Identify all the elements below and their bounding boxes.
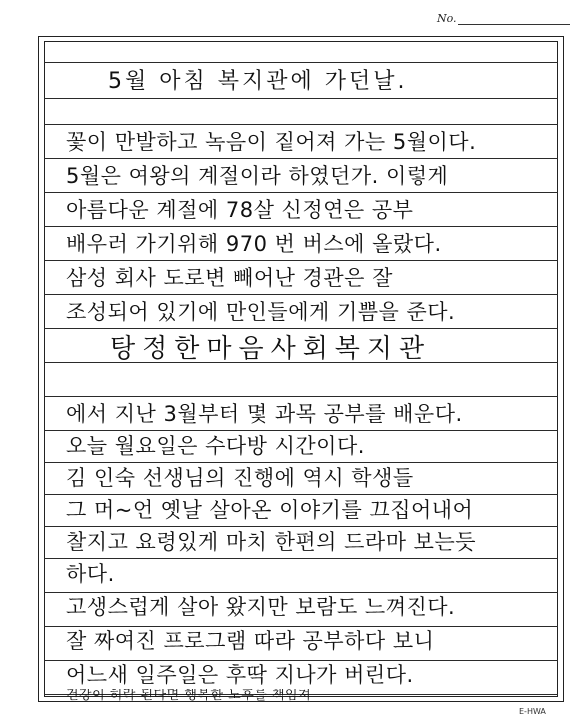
- ruled-line: [44, 62, 558, 63]
- page-number-line: [458, 24, 570, 25]
- text-line: 5월은 여왕의 계절이라 하였던가. 이렇게: [66, 164, 449, 188]
- text-line: 아름다운 계절에 78살 신정연은 공부: [66, 198, 414, 222]
- text-line: 잘 짜여진 프로그램 따라 공부하다 보니: [66, 629, 435, 653]
- welfare-center-heading: 탕정한마음사회복지관: [110, 334, 432, 364]
- text-line: 배우러 가기위해 970 번 버스에 올랐다.: [66, 232, 442, 256]
- page-number-label: No.: [437, 12, 457, 25]
- text-line: 하다.: [66, 562, 115, 586]
- text-line: 조성되어 있기에 만인들에게 기쁨을 준다.: [66, 300, 456, 324]
- text-line: 건강이 허락 된다면 행복한 노후를 책임져: [66, 689, 312, 703]
- text-line: 찰지고 요령있게 마치 한편의 드라마 보는듯: [66, 530, 477, 554]
- text-line: 그 머~언 옛날 살아온 이야기를 끄집어내어: [66, 498, 474, 522]
- text-line: 김 인숙 선생님의 진행에 역시 학생들: [66, 466, 414, 490]
- text-line: 오늘 월요일은 수다방 시간이다.: [66, 434, 365, 458]
- text-line: 에서 지난 3월부터 몇 과목 공부를 배운다.: [66, 402, 463, 426]
- text-line: 삼성 회사 도로변 빼어난 경관은 잘: [66, 266, 393, 290]
- notebook-brand: E-HWA: [519, 707, 546, 716]
- text-line: 꽃이 만발하고 녹음이 짙어져 가는 5월이다.: [66, 130, 477, 154]
- text-line: 고생스럽게 살아 왔지만 보람도 느껴진다.: [66, 595, 456, 619]
- text-line: 어느새 일주일은 후딱 지나가 버린다.: [66, 663, 414, 687]
- essay-title: 5월 아침 복지관에 가던날.: [108, 69, 408, 94]
